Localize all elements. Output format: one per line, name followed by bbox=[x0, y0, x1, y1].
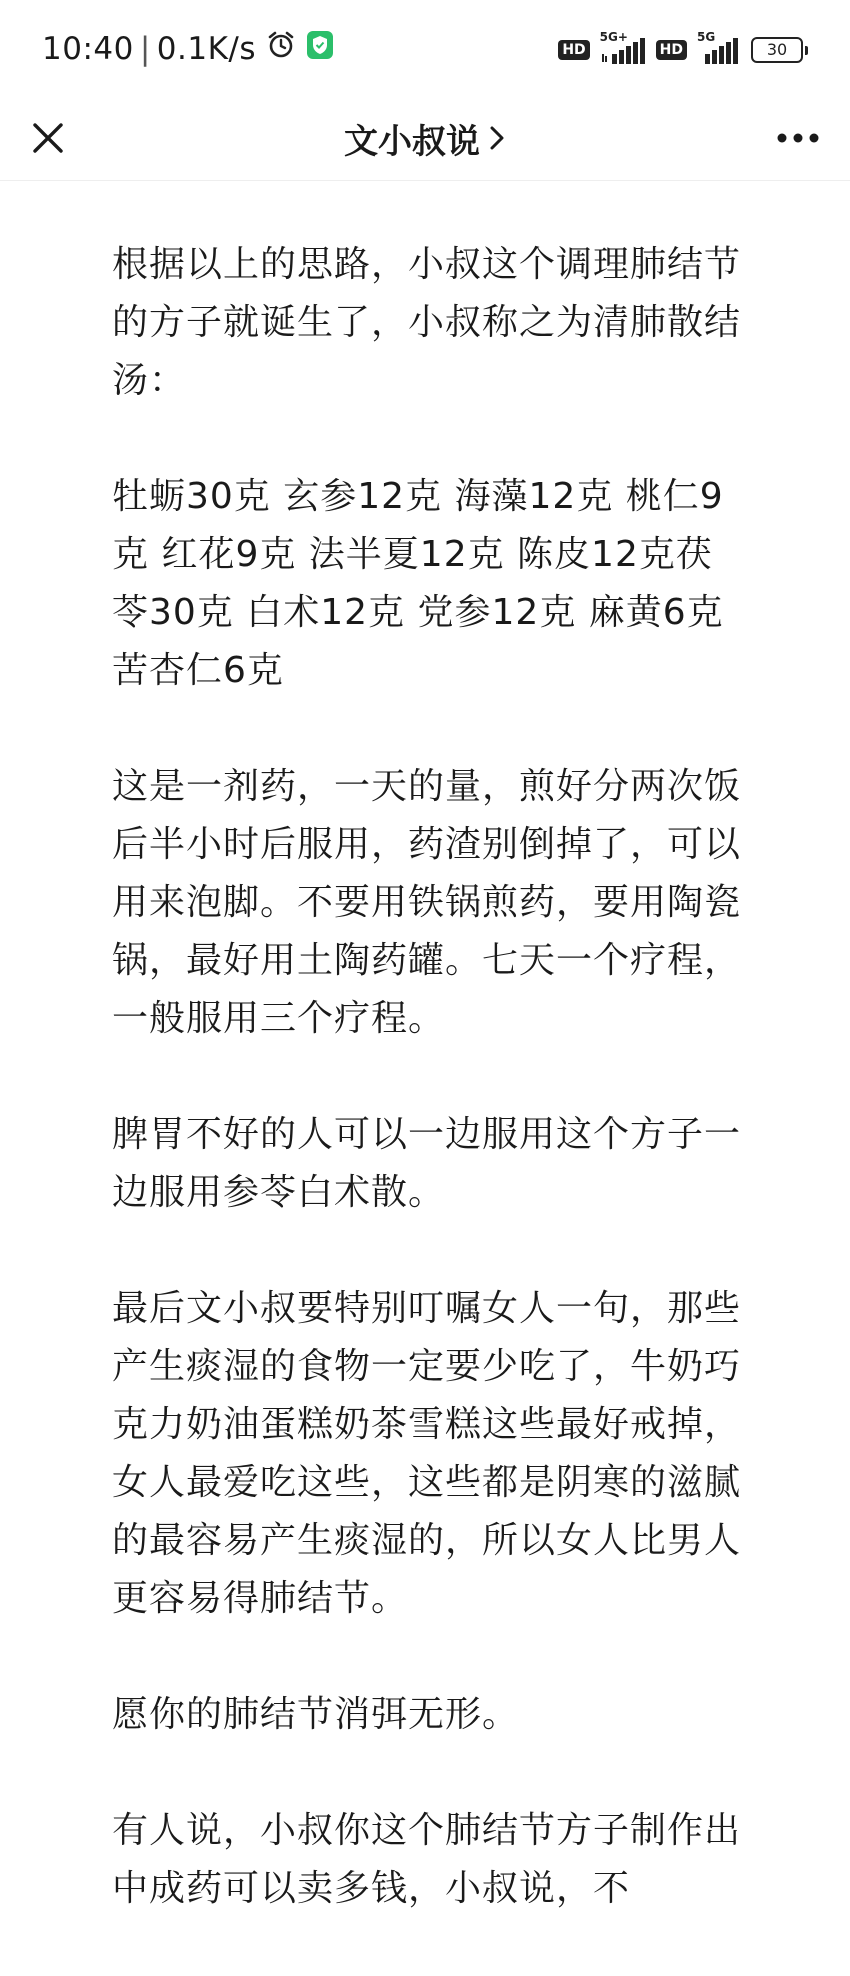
article-paragraph: 根据以上的思路，小叔这个调理肺结节的方子就诞生了，小叔称之为清肺散结汤： bbox=[112, 244, 742, 401]
nav-bar bbox=[0, 96, 850, 181]
battery-level: 30 bbox=[751, 37, 803, 63]
status-separator: | bbox=[139, 31, 151, 67]
status-bar bbox=[0, 0, 850, 96]
battery-icon bbox=[751, 37, 808, 63]
article-paragraph: 愿你的肺结节消弭无形。 bbox=[112, 1694, 520, 1735]
network-speed: 0.1K/s bbox=[156, 31, 257, 67]
article-paragraph: 有人说，小叔你这个肺结节方子制作出中成药可以卖多钱，小叔说，不 bbox=[112, 1810, 742, 1909]
network-type-sim1: 5G+ bbox=[599, 30, 628, 44]
article-paragraph-recipe: 牡蛎30克 玄参12克 海藻12克 桃仁9克 红花9克 法半夏12克 陈皮12克茯苓30克 白术12克 党参12克 麻黄6克 苦杏仁6克 bbox=[112, 476, 724, 691]
shield-icon bbox=[306, 30, 334, 68]
alarm-icon bbox=[266, 30, 296, 68]
chevron-right-icon bbox=[488, 124, 506, 152]
article-paragraph: 最后文小叔要特别叮嘱女人一句，那些产生痰湿的食物一定要少吃了，牛奶巧克力奶油蛋糕奶茶雪糕这些最好戒掉，女人最爱吃这些，这些都是阴寒的滋腻的最容易产生痰湿的，所以女人比男人更容易得肺结节。 bbox=[112, 1288, 742, 1619]
account-title-link[interactable] bbox=[0, 112, 850, 164]
more-icon bbox=[776, 132, 820, 144]
status-time: 10:40 bbox=[42, 31, 134, 67]
status-right bbox=[558, 32, 808, 68]
hd-badge-sim2: HD bbox=[656, 40, 687, 60]
article-paragraph: 脾胃不好的人可以一边服用这个方子一边服用参苓白术散。 bbox=[112, 1114, 742, 1213]
signal-icon-sim2 bbox=[697, 30, 741, 66]
article-paragraph: 这是一剂药，一天的量，煎好分两次饭后半小时后服用，药渣别倒掉了，可以用来泡脚。不要用铁锅煎药，要用陶瓷锅，最好用土陶药罐。七天一个疗程，一般服用三个疗程。 bbox=[112, 766, 742, 1039]
hd-badge-sim1: HD bbox=[558, 40, 589, 60]
status-left bbox=[42, 28, 334, 70]
article-body bbox=[112, 236, 742, 1976]
more-button[interactable] bbox=[768, 112, 828, 164]
network-type-sim2: 5G bbox=[697, 30, 716, 44]
signal-icon bbox=[599, 30, 646, 66]
page-title: 文小叔说 bbox=[344, 121, 480, 162]
battery-tip bbox=[805, 46, 808, 55]
